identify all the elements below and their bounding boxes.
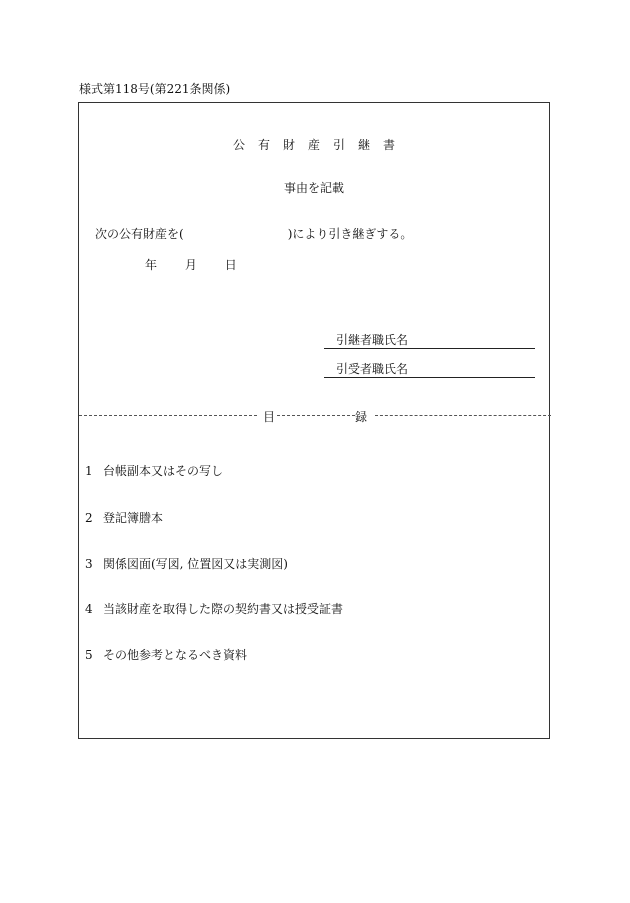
list-item [85,555,288,572]
item-label: 登記簿謄本 [103,511,164,525]
document-frame [78,102,550,739]
date-day: 日 [224,258,237,272]
item-number: 1 [85,464,93,478]
statement-before: 次の公有財産を( [95,227,184,241]
document-title: 公有財産引継書 [232,138,408,152]
receiver-signature-line: 引受者職氏名 [324,361,535,378]
divider-line-left [79,415,257,416]
reason-placeholder: 事由を記載 [283,181,344,195]
date-line [145,256,261,273]
transferor-signature-line: 引継者職氏名 [324,332,535,349]
item-label: 関係図面(写図, 位置図又は実測図) [103,557,288,571]
form-number: 様式第118号(第221条関係) [79,82,231,96]
item-number: 4 [85,602,93,616]
list-item [85,600,343,617]
date-month: 月 [184,258,197,272]
catalog-divider [79,408,549,422]
list-item [85,509,163,526]
divider-line-middle [277,415,355,416]
item-number: 3 [85,557,93,571]
divider-line-right [375,415,551,416]
item-number: 2 [85,511,93,525]
list-item [85,646,247,663]
date-year: 年 [145,258,158,272]
item-label: 台帳副本又はその写し [103,464,224,478]
transfer-statement [95,225,412,242]
item-label: 当該財産を取得した際の契約書又は授受証書 [103,602,344,616]
item-label: その他参考となるべき資料 [103,648,248,662]
catalog-label-2: 録 [355,410,368,424]
statement-after: )により引き継ぎする。 [287,227,413,241]
catalog-label-1: 目 [263,410,276,424]
list-item [85,462,223,479]
item-number: 5 [85,648,93,662]
